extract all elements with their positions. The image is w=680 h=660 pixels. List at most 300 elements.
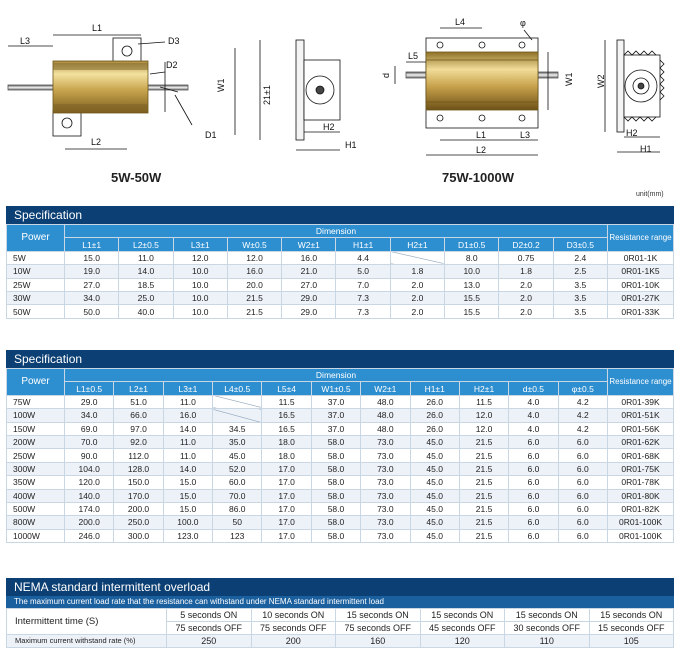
power-header: Power — [7, 225, 65, 252]
column-header: H2±1 — [459, 382, 508, 395]
column-header: H2±1 — [390, 238, 444, 251]
dimension-cell: 26.0 — [410, 409, 459, 422]
nema-section — [6, 578, 674, 648]
dimension-cell: 60.0 — [213, 476, 262, 489]
nema-on-cell: 5 seconds ON — [167, 609, 252, 622]
dimension-cell: 45.0 — [410, 462, 459, 475]
dimension-cell — [390, 251, 444, 264]
label-W2: W2 — [596, 74, 606, 88]
dimension-cell: 6.0 — [509, 449, 558, 462]
dimension-cell: 6.0 — [509, 502, 558, 515]
dimension-cell: 18.5 — [119, 278, 173, 291]
dimension-cell: 58.0 — [311, 462, 360, 475]
dimension-cell: 2.0 — [499, 305, 553, 318]
table-row — [7, 489, 674, 502]
dimension-cell: 29.0 — [65, 395, 114, 408]
dimension-cell: 4.2 — [558, 395, 607, 408]
label-L5: L5 — [408, 51, 419, 61]
dimension-cell: 58.0 — [311, 502, 360, 515]
resistance-range-cell: 0R01-100K — [608, 516, 674, 529]
dimension-cell: 45.0 — [410, 529, 459, 542]
dimension-cell: 16.5 — [262, 409, 311, 422]
dimension-cell: 10.0 — [173, 291, 227, 304]
dimension-cell: 16.0 — [163, 409, 212, 422]
dimension-cell: 16.0 — [227, 265, 281, 278]
dimension-cell: 6.0 — [558, 502, 607, 515]
dimension-cell: 45.0 — [410, 502, 459, 515]
resistance-range-cell: 0R01-78K — [608, 476, 674, 489]
dimension-cell: 13.0 — [445, 278, 499, 291]
table-row — [7, 476, 674, 489]
nema-rate-cell: 110 — [505, 635, 590, 648]
resistance-range-header: Resistance range — [608, 369, 674, 396]
dimension-cell: 10.0 — [445, 265, 499, 278]
nema-table — [6, 608, 674, 648]
dimension-cell: 6.0 — [509, 529, 558, 542]
dimension-cell: 26.0 — [410, 395, 459, 408]
small-resistor-top-view — [8, 35, 235, 149]
dimension-cell: 6.0 — [558, 529, 607, 542]
dimension-cell: 73.0 — [361, 462, 410, 475]
dimension-cell: 48.0 — [361, 395, 410, 408]
dimension-cell: 123 — [213, 529, 262, 542]
resistance-range-cell: 0R01-68K — [608, 449, 674, 462]
dimension-cell: 69.0 — [65, 422, 114, 435]
dimension-cell: 140.0 — [65, 489, 114, 502]
column-header: L2±0.5 — [119, 238, 173, 251]
resistance-range-cell: 0R01-27K — [608, 291, 674, 304]
dimension-cell: 10.0 — [173, 305, 227, 318]
nema-rate-cell: 160 — [336, 635, 421, 648]
small-resistor-side-view — [260, 40, 340, 150]
power-cell: 100W — [7, 409, 65, 422]
dimension-cell: 27.0 — [282, 278, 336, 291]
dimension-cell: 58.0 — [311, 435, 360, 448]
label-D2: D2 — [166, 60, 178, 70]
dimension-cell: 6.0 — [558, 476, 607, 489]
dimension-cell: 6.0 — [558, 489, 607, 502]
dimension-cell: 11.0 — [119, 251, 173, 264]
dimension-cell: 174.0 — [65, 502, 114, 515]
column-header: W±0.5 — [227, 238, 281, 251]
dimension-cell: 12.0 — [459, 422, 508, 435]
dimension-cell: 18.0 — [262, 435, 311, 448]
dimension-cell: 45.0 — [213, 449, 262, 462]
column-header: H1±1 — [410, 382, 459, 395]
dimension-cell: 8.0 — [445, 251, 499, 264]
dimension-cell: 58.0 — [311, 489, 360, 502]
table-row — [7, 305, 674, 318]
dimension-cell: 48.0 — [361, 422, 410, 435]
spec-title-small: Specification — [6, 206, 674, 224]
dimension-cell: 11.0 — [163, 395, 212, 408]
table-row — [7, 449, 674, 462]
dimension-cell: 100.0 — [163, 516, 212, 529]
resistance-range-cell: 0R01-56K — [608, 422, 674, 435]
dimension-cell: 92.0 — [114, 435, 163, 448]
column-header: D2±0.2 — [499, 238, 553, 251]
dimension-cell: 0.75 — [499, 251, 553, 264]
dimension-cell: 50.0 — [65, 305, 119, 318]
label-W1: W1 — [216, 78, 226, 92]
column-header: L3±1 — [163, 382, 212, 395]
dimension-cell: 12.0 — [459, 409, 508, 422]
nema-on-cell: 10 seconds ON — [251, 609, 336, 622]
resistance-range-cell: 0R01-80K — [608, 489, 674, 502]
dimension-cell: 21.5 — [459, 502, 508, 515]
power-cell: 300W — [7, 462, 65, 475]
dimension-cell: 2.0 — [390, 305, 444, 318]
dimension-cell: 52.0 — [213, 462, 262, 475]
dimension-cell: 11.0 — [163, 435, 212, 448]
resistance-range-cell: 0R01-51K — [608, 409, 674, 422]
spec-title-large: Specification — [6, 350, 674, 368]
label-L2: L2 — [91, 137, 102, 147]
dimension-cell: 48.0 — [361, 409, 410, 422]
label-d: d — [381, 72, 391, 78]
dimension-cell: 34.0 — [65, 409, 114, 422]
dimension-cell: 4.4 — [336, 251, 390, 264]
dimension-cell: 21.5 — [459, 435, 508, 448]
dimension-cell: 45.0 — [410, 435, 459, 448]
dimension-cell: 15.5 — [445, 291, 499, 304]
dimension-cell: 123.0 — [163, 529, 212, 542]
right-drawing-caption: 75W-1000W — [442, 170, 514, 185]
table-row — [7, 435, 674, 448]
dimension-cell: 73.0 — [361, 489, 410, 502]
column-header: H1±1 — [336, 238, 390, 251]
resistance-range-cell: 0R01-1K — [608, 251, 674, 264]
dimension-cell: 17.0 — [262, 516, 311, 529]
spec-table-small — [6, 224, 674, 319]
dimension-cell: 21.5 — [459, 462, 508, 475]
dimension-cell: 16.5 — [262, 422, 311, 435]
dimension-cell: 2.0 — [390, 278, 444, 291]
dimension-cell: 14.0 — [163, 422, 212, 435]
column-header: D1±0.5 — [445, 238, 499, 251]
dimension-cell: 16.0 — [282, 251, 336, 264]
dimension-cell: 246.0 — [65, 529, 114, 542]
resistance-range-cell: 0R01-33K — [608, 305, 674, 318]
column-header: L2±1 — [114, 382, 163, 395]
dimension-cell: 170.0 — [114, 489, 163, 502]
power-cell: 10W — [7, 265, 65, 278]
dimension-cell: 200.0 — [65, 516, 114, 529]
dimension-cell: 11.0 — [163, 449, 212, 462]
power-cell: 800W — [7, 516, 65, 529]
table-row — [7, 251, 674, 264]
dimension-cell: 10.0 — [173, 265, 227, 278]
label-D1: D1 — [205, 130, 217, 140]
nema-rate-cell: 250 — [167, 635, 252, 648]
dimension-cell: 58.0 — [311, 449, 360, 462]
dimension-cell: 27.0 — [65, 278, 119, 291]
label-W1-right: W1 — [564, 72, 574, 86]
dimension-cell: 2.4 — [553, 251, 607, 264]
dimension-cell: 15.0 — [163, 476, 212, 489]
dimension-cell: 14.0 — [119, 265, 173, 278]
power-cell: 400W — [7, 489, 65, 502]
table-row — [7, 516, 674, 529]
dimension-cell: 112.0 — [114, 449, 163, 462]
label-H2-right: H2 — [626, 128, 638, 138]
dimension-cell: 6.0 — [558, 462, 607, 475]
dimension-cell: 97.0 — [114, 422, 163, 435]
power-cell: 75W — [7, 395, 65, 408]
resistance-range-cell: 0R01-75K — [608, 462, 674, 475]
dimension-cell: 11.5 — [459, 395, 508, 408]
dimension-cell: 20.0 — [227, 278, 281, 291]
dimension-cell: 17.0 — [262, 502, 311, 515]
label-L3: L3 — [20, 36, 31, 46]
dimension-cell: 7.0 — [336, 278, 390, 291]
nema-subtitle: The maximum current load rate that the resistance can withstand under NEMA standard intermittent load — [6, 596, 674, 608]
intermittent-time-label: Intermittent time (S) — [7, 609, 167, 635]
nema-on-cell: 15 seconds ON — [505, 609, 590, 622]
dimension-cell: 12.0 — [227, 251, 281, 264]
dimension-cell: 15.0 — [65, 251, 119, 264]
dimension-cell: 37.0 — [311, 395, 360, 408]
resistance-range-cell: 0R01-100K — [608, 529, 674, 542]
dimension-cell: 120.0 — [65, 476, 114, 489]
dimension-cell: 4.0 — [509, 395, 558, 408]
dimension-cell: 73.0 — [361, 449, 410, 462]
nema-rate-cell: 120 — [420, 635, 505, 648]
dimension-cell: 250.0 — [114, 516, 163, 529]
power-cell: 25W — [7, 278, 65, 291]
dimension-cell: 11.5 — [262, 395, 311, 408]
dimension-cell: 66.0 — [114, 409, 163, 422]
table-row — [7, 462, 674, 475]
dimension-cell: 10.0 — [173, 278, 227, 291]
nema-on-cell: 15 seconds ON — [336, 609, 421, 622]
nema-off-cell: 75 seconds OFF — [251, 622, 336, 635]
dimension-cell: 15.0 — [163, 502, 212, 515]
column-header: φ±0.5 — [558, 382, 607, 395]
dimension-cell: 6.0 — [558, 435, 607, 448]
label-L2-right: L2 — [476, 145, 487, 155]
resistance-range-header: Resistance range — [608, 225, 674, 252]
dimension-cell: 73.0 — [361, 502, 410, 515]
dimension-cell: 7.3 — [336, 305, 390, 318]
dimension-cell: 6.0 — [558, 449, 607, 462]
dimension-cell: 73.0 — [361, 529, 410, 542]
unit-note: unit(mm) — [636, 191, 664, 198]
nema-rate-cell: 200 — [251, 635, 336, 648]
spec-section-small — [6, 206, 674, 319]
dimension-header: Dimension — [65, 369, 608, 382]
resistance-range-cell: 0R01-1K5 — [608, 265, 674, 278]
dimension-cell: 4.0 — [509, 422, 558, 435]
dimension-cell: 37.0 — [311, 422, 360, 435]
power-cell: 5W — [7, 251, 65, 264]
label-H1-right: H1 — [640, 144, 652, 154]
column-header: L1±1 — [65, 238, 119, 251]
power-cell: 250W — [7, 449, 65, 462]
dimension-cell: 5.0 — [336, 265, 390, 278]
power-cell: 150W — [7, 422, 65, 435]
dimension-cell: 21.5 — [459, 449, 508, 462]
dimension-cell: 19.0 — [65, 265, 119, 278]
dimension-cell: 15.0 — [163, 489, 212, 502]
table-row — [7, 395, 674, 408]
label-H1-left: H1 — [345, 140, 357, 150]
dimension-cell: 17.0 — [262, 489, 311, 502]
power-cell: 500W — [7, 502, 65, 515]
power-header: Power — [7, 369, 65, 396]
technical-drawings — [0, 0, 680, 200]
label-D3: D3 — [168, 36, 180, 46]
dimension-cell: 21.5 — [227, 305, 281, 318]
dimension-cell: 73.0 — [361, 516, 410, 529]
dimension-cell: 14.0 — [163, 462, 212, 475]
spec-section-large — [6, 350, 674, 543]
dimension-cell: 17.0 — [262, 476, 311, 489]
dimension-cell: 73.0 — [361, 435, 410, 448]
dimension-cell: 21.5 — [227, 291, 281, 304]
nema-off-cell: 30 seconds OFF — [505, 622, 590, 635]
dimension-cell: 58.0 — [311, 476, 360, 489]
resistance-range-cell: 0R01-10K — [608, 278, 674, 291]
column-header: W2±1 — [361, 382, 410, 395]
max-current-label: Maximum current withstand rate (%) — [7, 635, 167, 648]
resistance-range-cell: 0R01-39K — [608, 395, 674, 408]
dimension-cell: 3.5 — [553, 305, 607, 318]
column-header: D3±0.5 — [553, 238, 607, 251]
power-cell: 1000W — [7, 529, 65, 542]
table-row — [7, 422, 674, 435]
dimension-cell: 2.0 — [390, 291, 444, 304]
dimension-cell: 58.0 — [311, 529, 360, 542]
dimension-cell: 3.5 — [553, 291, 607, 304]
dimension-cell: 17.0 — [262, 529, 311, 542]
column-header: L3±1 — [173, 238, 227, 251]
dimension-cell: 86.0 — [213, 502, 262, 515]
dimension-cell: 200.0 — [114, 502, 163, 515]
dimension-cell: 1.8 — [499, 265, 553, 278]
dimension-cell: 4.2 — [558, 422, 607, 435]
dimension-cell: 6.0 — [509, 476, 558, 489]
dimension-cell: 29.0 — [282, 291, 336, 304]
dimension-cell: 6.0 — [509, 489, 558, 502]
label-21-1: 21±1 — [262, 85, 272, 105]
dimension-cell: 58.0 — [311, 516, 360, 529]
column-header: L1±0.5 — [65, 382, 114, 395]
dimension-cell: 29.0 — [282, 305, 336, 318]
dimension-cell: 4.2 — [558, 409, 607, 422]
dimension-cell: 6.0 — [558, 516, 607, 529]
table-row — [7, 409, 674, 422]
column-header: L5±4 — [262, 382, 311, 395]
nema-title: NEMA standard intermittent overload — [6, 578, 674, 596]
dimension-cell: 1.8 — [390, 265, 444, 278]
dimension-cell: 25.0 — [119, 291, 173, 304]
dimension-cell: 21.5 — [459, 529, 508, 542]
nema-off-cell: 75 seconds OFF — [336, 622, 421, 635]
column-header: W2±1 — [282, 238, 336, 251]
table-row — [7, 502, 674, 515]
table-row — [7, 265, 674, 278]
label-L3-right: L3 — [520, 130, 531, 140]
dimension-cell: 45.0 — [410, 476, 459, 489]
dimension-cell — [213, 409, 262, 422]
left-drawing-caption: 5W-50W — [111, 170, 162, 185]
dimension-cell: 2.5 — [553, 265, 607, 278]
dimension-cell — [213, 395, 262, 408]
nema-off-cell: 15 seconds OFF — [589, 622, 674, 635]
dimension-cell: 70.0 — [213, 489, 262, 502]
nema-on-cell: 15 seconds ON — [420, 609, 505, 622]
power-cell: 50W — [7, 305, 65, 318]
power-cell: 30W — [7, 291, 65, 304]
table-row — [7, 291, 674, 304]
dimension-cell: 6.0 — [509, 516, 558, 529]
dimension-cell: 4.0 — [509, 409, 558, 422]
dimension-cell: 12.0 — [173, 251, 227, 264]
dimension-cell: 51.0 — [114, 395, 163, 408]
dimension-cell: 50 — [213, 516, 262, 529]
column-header: L4±0.5 — [213, 382, 262, 395]
dimension-cell: 128.0 — [114, 462, 163, 475]
nema-off-cell: 75 seconds OFF — [167, 622, 252, 635]
dimension-cell: 300.0 — [114, 529, 163, 542]
label-phi: φ — [520, 18, 526, 28]
dimension-cell: 37.0 — [311, 409, 360, 422]
dimension-cell: 45.0 — [410, 516, 459, 529]
dimension-cell: 18.0 — [262, 449, 311, 462]
dimension-cell: 40.0 — [119, 305, 173, 318]
dimension-cell: 7.3 — [336, 291, 390, 304]
label-L1: L1 — [92, 23, 103, 33]
dimension-cell: 35.0 — [213, 435, 262, 448]
nema-off-cell: 45 seconds OFF — [420, 622, 505, 635]
dimension-cell: 15.5 — [445, 305, 499, 318]
dimension-header: Dimension — [65, 225, 608, 238]
dimension-cell: 34.0 — [65, 291, 119, 304]
dimension-cell: 45.0 — [410, 489, 459, 502]
resistance-range-cell: 0R01-62K — [608, 435, 674, 448]
dimension-cell: 6.0 — [509, 462, 558, 475]
dimension-cell: 45.0 — [410, 449, 459, 462]
spec-table-large — [6, 368, 674, 543]
dimension-cell: 90.0 — [65, 449, 114, 462]
dimension-cell: 21.5 — [459, 516, 508, 529]
dimension-cell: 104.0 — [65, 462, 114, 475]
dimension-drawing-svg — [0, 0, 680, 200]
dimension-cell: 6.0 — [509, 435, 558, 448]
dimension-cell: 17.0 — [262, 462, 311, 475]
label-L4: L4 — [455, 17, 466, 27]
dimension-cell: 2.0 — [499, 291, 553, 304]
power-cell: 200W — [7, 435, 65, 448]
table-row — [7, 278, 674, 291]
dimension-cell: 21.5 — [459, 489, 508, 502]
dimension-cell: 3.5 — [553, 278, 607, 291]
dimension-cell: 21.5 — [459, 476, 508, 489]
dimension-cell: 70.0 — [65, 435, 114, 448]
label-L1-right: L1 — [476, 130, 487, 140]
dimension-cell: 34.5 — [213, 422, 262, 435]
nema-on-cell: 15 seconds ON — [589, 609, 674, 622]
resistance-range-cell: 0R01-82K — [608, 502, 674, 515]
dimension-cell: 21.0 — [282, 265, 336, 278]
nema-rate-cell: 105 — [589, 635, 674, 648]
dimension-cell: 26.0 — [410, 422, 459, 435]
column-header: W1±0.5 — [311, 382, 360, 395]
column-header: d±0.5 — [509, 382, 558, 395]
power-cell: 350W — [7, 476, 65, 489]
table-row — [7, 529, 674, 542]
